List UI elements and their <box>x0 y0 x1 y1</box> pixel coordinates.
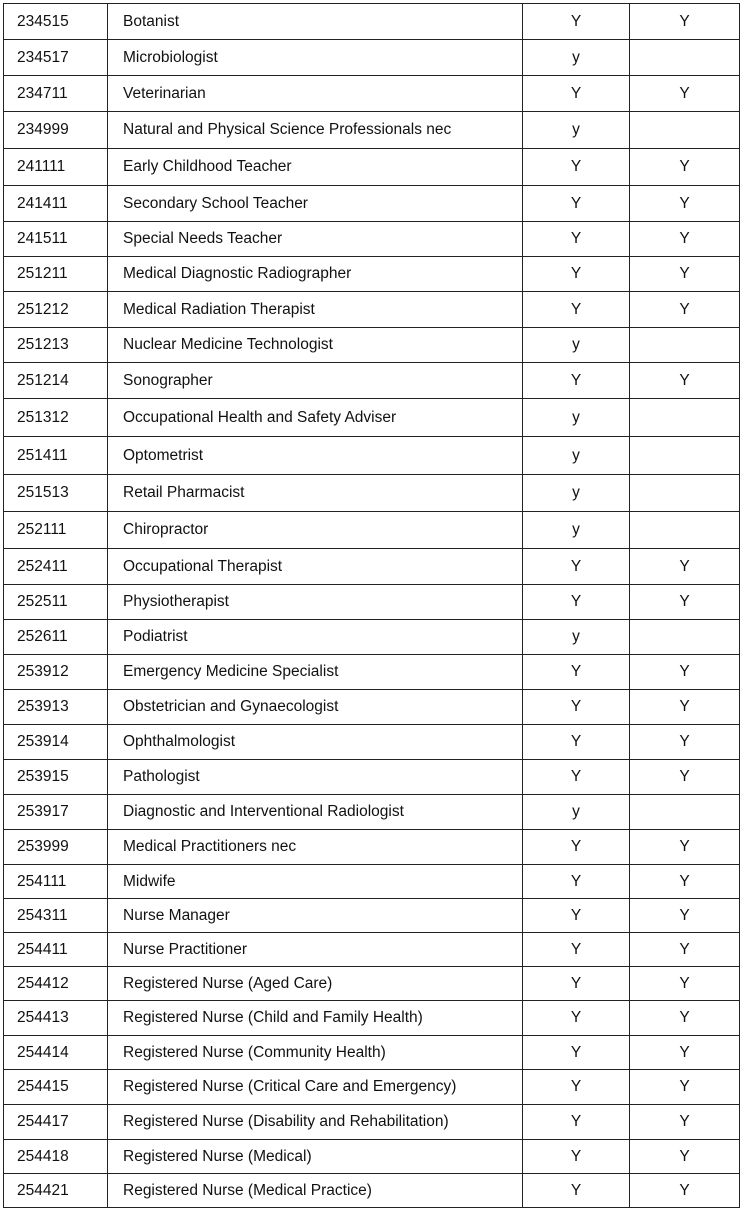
table-row <box>4 257 740 292</box>
col4-flag: Y <box>630 149 740 186</box>
table-row <box>4 512 740 549</box>
col4-flag: Y <box>630 1174 740 1208</box>
occupation-name: Registered Nurse (Medical Practice) <box>108 1174 523 1208</box>
occupation-code: 251212 <box>4 292 108 328</box>
col3-flag: Y <box>523 363 630 399</box>
table-row <box>4 620 740 655</box>
col3-flag: Y <box>523 292 630 328</box>
occupation-name: Registered Nurse (Medical) <box>108 1140 523 1174</box>
table-row <box>4 4 740 40</box>
table-row <box>4 933 740 967</box>
col4-flag: Y <box>630 760 740 795</box>
col3-flag: Y <box>523 655 630 690</box>
col4-flag: Y <box>630 1001 740 1036</box>
col3-flag: Y <box>523 186 630 222</box>
col4-flag <box>630 328 740 363</box>
col4-flag: Y <box>630 1105 740 1140</box>
occupation-code: 253913 <box>4 690 108 725</box>
occupation-name: Sonographer <box>108 363 523 399</box>
table-row <box>4 222 740 257</box>
col4-flag: Y <box>630 292 740 328</box>
col4-flag: Y <box>630 1070 740 1105</box>
table-row <box>4 549 740 585</box>
occupation-name: Registered Nurse (Disability and Rehabilitation) <box>108 1105 523 1140</box>
occupation-name: Medical Radiation Therapist <box>108 292 523 328</box>
col4-flag: Y <box>630 186 740 222</box>
col3-flag: y <box>523 620 630 655</box>
col3-flag: Y <box>523 1070 630 1105</box>
col4-flag <box>630 399 740 437</box>
col4-flag: Y <box>630 655 740 690</box>
occupation-name: Medical Diagnostic Radiographer <box>108 257 523 292</box>
col4-flag: Y <box>630 585 740 620</box>
col3-flag: y <box>523 437 630 475</box>
occupation-name: Emergency Medicine Specialist <box>108 655 523 690</box>
col3-flag: Y <box>523 1001 630 1036</box>
col3-flag: y <box>523 328 630 363</box>
col3-flag: y <box>523 399 630 437</box>
occupation-code: 251211 <box>4 257 108 292</box>
table-row <box>4 475 740 512</box>
occupation-table <box>3 3 740 1208</box>
occupation-name: Medical Practitioners nec <box>108 830 523 865</box>
occupation-code: 251214 <box>4 363 108 399</box>
occupation-name: Natural and Physical Science Professionals nec <box>108 112 523 149</box>
occupation-name: Early Childhood Teacher <box>108 149 523 186</box>
col3-flag: Y <box>523 725 630 760</box>
table-row <box>4 655 740 690</box>
col3-flag: Y <box>523 149 630 186</box>
col3-flag: Y <box>523 899 630 933</box>
col4-flag <box>630 112 740 149</box>
col4-flag: Y <box>630 933 740 967</box>
occupation-name: Nuclear Medicine Technologist <box>108 328 523 363</box>
occupation-name: Obstetrician and Gynaecologist <box>108 690 523 725</box>
occupation-name: Veterinarian <box>108 76 523 112</box>
col3-flag: y <box>523 512 630 549</box>
col4-flag: Y <box>630 899 740 933</box>
col3-flag: Y <box>523 760 630 795</box>
col4-flag: Y <box>630 1036 740 1070</box>
occupation-code: 254414 <box>4 1036 108 1070</box>
col4-flag <box>630 620 740 655</box>
table-row <box>4 1001 740 1036</box>
table-row <box>4 865 740 899</box>
occupation-code: 251411 <box>4 437 108 475</box>
col3-flag: y <box>523 475 630 512</box>
col4-flag: Y <box>630 257 740 292</box>
occupation-code: 253914 <box>4 725 108 760</box>
col4-flag: Y <box>630 690 740 725</box>
table-row <box>4 363 740 399</box>
table-row <box>4 40 740 76</box>
occupation-name: Microbiologist <box>108 40 523 76</box>
col3-flag: Y <box>523 1105 630 1140</box>
occupation-code: 254412 <box>4 967 108 1001</box>
col3-flag: Y <box>523 1140 630 1174</box>
occupation-code: 234515 <box>4 4 108 40</box>
table-row <box>4 1036 740 1070</box>
table-row <box>4 725 740 760</box>
col4-flag: Y <box>630 725 740 760</box>
occupation-code: 251213 <box>4 328 108 363</box>
col3-flag: Y <box>523 76 630 112</box>
occupation-name: Registered Nurse (Community Health) <box>108 1036 523 1070</box>
occupation-code: 252511 <box>4 585 108 620</box>
occupation-code: 234711 <box>4 76 108 112</box>
occupation-code: 254311 <box>4 899 108 933</box>
occupation-name: Diagnostic and Interventional Radiologist <box>108 795 523 830</box>
occupation-code: 253999 <box>4 830 108 865</box>
occupation-code: 254415 <box>4 1070 108 1105</box>
occupation-code: 253915 <box>4 760 108 795</box>
occupation-name: Podiatrist <box>108 620 523 655</box>
col3-flag: Y <box>523 690 630 725</box>
col4-flag <box>630 437 740 475</box>
occupation-code: 251312 <box>4 399 108 437</box>
table-row <box>4 690 740 725</box>
table-row <box>4 1105 740 1140</box>
occupation-name: Occupational Health and Safety Adviser <box>108 399 523 437</box>
occupation-name: Physiotherapist <box>108 585 523 620</box>
occupation-code: 253912 <box>4 655 108 690</box>
occupation-code: 252111 <box>4 512 108 549</box>
col3-flag: Y <box>523 1036 630 1070</box>
col4-flag <box>630 512 740 549</box>
col4-flag: Y <box>630 865 740 899</box>
table-row <box>4 1070 740 1105</box>
table-row <box>4 399 740 437</box>
col3-flag: y <box>523 40 630 76</box>
table-row <box>4 830 740 865</box>
occupation-code: 254411 <box>4 933 108 967</box>
col3-flag: y <box>523 795 630 830</box>
table-row <box>4 76 740 112</box>
occupation-code: 252611 <box>4 620 108 655</box>
occupation-name: Registered Nurse (Child and Family Health) <box>108 1001 523 1036</box>
occupation-code: 254417 <box>4 1105 108 1140</box>
table-row <box>4 186 740 222</box>
col4-flag: Y <box>630 967 740 1001</box>
table-row <box>4 328 740 363</box>
col4-flag: Y <box>630 830 740 865</box>
occupation-name: Nurse Manager <box>108 899 523 933</box>
occupation-name: Nurse Practitioner <box>108 933 523 967</box>
occupation-code: 251513 <box>4 475 108 512</box>
table-row <box>4 760 740 795</box>
occupation-code: 254421 <box>4 1174 108 1208</box>
occupation-name: Chiropractor <box>108 512 523 549</box>
occupation-name: Secondary School Teacher <box>108 186 523 222</box>
col4-flag: Y <box>630 4 740 40</box>
col4-flag: Y <box>630 76 740 112</box>
occupation-name: Registered Nurse (Critical Care and Emergency) <box>108 1070 523 1105</box>
occupation-code: 241511 <box>4 222 108 257</box>
occupation-name: Retail Pharmacist <box>108 475 523 512</box>
table-row <box>4 899 740 933</box>
col4-flag <box>630 475 740 512</box>
col3-flag: Y <box>523 967 630 1001</box>
table-row <box>4 149 740 186</box>
col3-flag: Y <box>523 257 630 292</box>
table-row <box>4 1174 740 1208</box>
occupation-name: Pathologist <box>108 760 523 795</box>
col3-flag: Y <box>523 933 630 967</box>
col3-flag: Y <box>523 222 630 257</box>
occupation-name: Optometrist <box>108 437 523 475</box>
occupation-code: 241411 <box>4 186 108 222</box>
occupation-name: Midwife <box>108 865 523 899</box>
col3-flag: Y <box>523 4 630 40</box>
col3-flag: Y <box>523 830 630 865</box>
col3-flag: y <box>523 112 630 149</box>
col4-flag <box>630 795 740 830</box>
col4-flag: Y <box>630 1140 740 1174</box>
table-row <box>4 437 740 475</box>
table-row <box>4 967 740 1001</box>
occupation-code: 234517 <box>4 40 108 76</box>
col3-flag: Y <box>523 585 630 620</box>
occupation-code: 254413 <box>4 1001 108 1036</box>
table-row <box>4 1140 740 1174</box>
col4-flag: Y <box>630 222 740 257</box>
occupation-code: 252411 <box>4 549 108 585</box>
col4-flag: Y <box>630 363 740 399</box>
col3-flag: Y <box>523 549 630 585</box>
table-row <box>4 585 740 620</box>
occupation-name: Occupational Therapist <box>108 549 523 585</box>
occupation-code: 254111 <box>4 865 108 899</box>
occupation-table-body <box>4 4 740 1208</box>
occupation-name: Registered Nurse (Aged Care) <box>108 967 523 1001</box>
occupation-name: Botanist <box>108 4 523 40</box>
table-row <box>4 795 740 830</box>
occupation-code: 253917 <box>4 795 108 830</box>
col3-flag: Y <box>523 1174 630 1208</box>
col3-flag: Y <box>523 865 630 899</box>
occupation-name: Special Needs Teacher <box>108 222 523 257</box>
occupation-code: 254418 <box>4 1140 108 1174</box>
table-row <box>4 292 740 328</box>
table-row <box>4 112 740 149</box>
occupation-name: Ophthalmologist <box>108 725 523 760</box>
occupation-code: 241111 <box>4 149 108 186</box>
occupation-code: 234999 <box>4 112 108 149</box>
col4-flag <box>630 40 740 76</box>
col4-flag: Y <box>630 549 740 585</box>
